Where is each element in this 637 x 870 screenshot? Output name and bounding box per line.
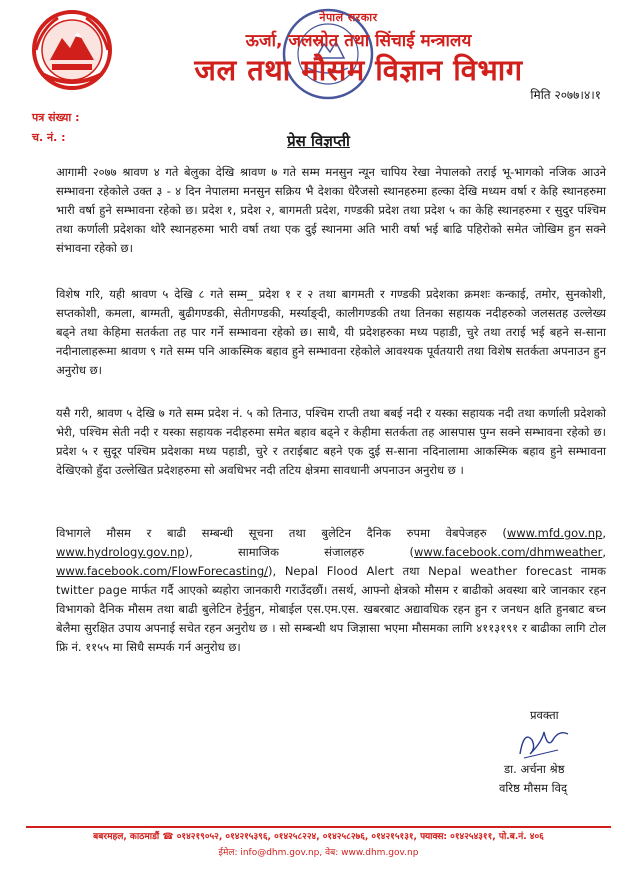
- paragraph-1: आगामी २०७७ श्रावण ४ गते बेलुका देखि श्रावण ७ गते सम्म मनसुन न्यून चापिय रेखा नेपालको तराई भू-भागको नजिक आउने सम्भावना रहेकोले उक्त ३ - ४ दिन नेपालमा मनसुन सक्रिय भै देशका धेरैजसो स्थानहरुमा हल्का देखि मध्यम वर्षा र केहि स्थानहरुमा भारी वर्षा हुने सम्भावना रहेको छ। प्रदेश १, प्रदेश २, बागमती प्रदेश, गण्डकी प्रदेश तथा प्रदेश ५ का केहि स्थानहरुमा र सुदुर पश्चिम तथा कर्णाली प्रदेशका थोरै स्थानहरुमा भारी वर्षा तथा एक दुई स्थानमा अति भारी वर्षा भई बाढि पहिरोको समेत जोखिम हुन सक्ने संभावना रहेको छ।: [56, 165, 606, 255]
- paragraph-2: विशेष गरि, यही श्रावण ५ देखि ८ गते सम्म_ प्रदेश १ र २ तथा बागमती र गण्डकी प्रदेशका क्रमशः कन्काई, तमोर, सुनकोशी, सप्तकोशी, कमला, बाग्मती, बुढीगण्डकी, सेतीगण्डकी, मर्स्याङ्दी, कालीगण्डकी तथा तिनका सहायक नदीहरुको जलसतह उल्लेख्य बढ्ने तथा केहिमा सतर्कता तह पार गर्ने सम्भावना रहेको छ। साथै, यी प्रदेशहरुका मध्य पहाडी, चुरे तथा तराई भई बहने स-साना नदीनालाहरूमा श्रावण ९ गते सम्म पनि आकस्मिक बहाव हुने सम्भावना रहेकोले आवश्यक पूर्वतयारी तथा विशेष सतर्कता अपनाउन हुन अनुरोध छ।: [56, 287, 606, 377]
- paragraph-3: यसै गरी, श्रावण ५ देखि ७ गते सम्म प्रदेश नं. ५ को तिनाउ, पश्चिम राप्ती तथा बबई नदी र यस्का सहायक नदी तथा कर्णाली प्रदेशको भेरी, पश्चिम सेती नदी र यस्का सहायक नदीहरुमा समेत बहाव बढ्ने र केहीमा सतर्कता तह आसपास पुग्न सक्ने सम्भावना रहेको छ। प्रदेश ५ र सुदूर पश्चिम प्रदेशका मध्य पहाडी, चुरे र तराईबाट बहने एक दुई स-साना नदिनालामा आकस्मिक बहाव हुने सम्भावना देखिएको हुँदा उल्लेखित प्रदेशहरुमा सो अवधिभर नदी तटिय क्षेत्रमा सावधानी अपनाउन अनुरोध छ ।: [56, 406, 606, 477]
- paragraph-4-text-a: विभागले मौसम र बाढी सम्बन्धी सूचना तथा बुलेटिन दैनिक रुपमा वेबपेजहरु (: [56, 526, 507, 540]
- link-mfd[interactable]: www.mfd.gov.np: [506, 526, 603, 540]
- signatory-name: डा. अर्चना श्रेष्ठ: [504, 762, 565, 776]
- letter-date: मिति २०७७।४।१: [530, 88, 601, 102]
- link-facebook-flowforecasting[interactable]: www.facebook.com/FlowForecasting/: [56, 564, 269, 578]
- handwritten-signature: [514, 720, 574, 762]
- footer-address: बबरमहल, काठमाडौं ☎ ०१४२१९०५२, ०१४२१५३९६, ०१४२५८२२४, ०१४२५८२७६, ०१४२१५१३१, फ्याक्स: ०१४२५४३११, पो.ब.नं. ४०६: [93, 832, 544, 842]
- department-name: जल तथा मौसम विज्ञान विभाग: [194, 53, 523, 87]
- dispatch-number-label: च. नं. :: [32, 131, 66, 144]
- paragraph-4: [56, 524, 606, 657]
- paragraph-4-text-c: ), सामाजिक संजालहरु (: [184, 545, 414, 559]
- document-title: प्रेस विज्ञप्ती: [287, 132, 350, 150]
- government-name: नेपाल सरकार: [319, 11, 378, 24]
- document-title-row: [0, 131, 637, 151]
- link-facebook-dhmweather[interactable]: www.facebook.com/dhmweather: [413, 545, 603, 559]
- ministry-name: ऊर्जा, जलस्रोत तथा सिंचाई मन्त्रालय: [245, 31, 472, 51]
- footer-divider: [26, 826, 611, 828]
- footer-contact: ईमेल: info@dhm.gov.np, वेब: www.dhm.gov.np: [218, 848, 419, 858]
- link-hydrology[interactable]: www.hydrology.gov.np: [56, 545, 185, 559]
- letter-number-label: पत्र संख्या :: [32, 111, 80, 124]
- paragraph-4-text-d: ,: [602, 545, 606, 559]
- signatory-title: वरिष्ठ मौसम विद्: [499, 781, 568, 795]
- paragraph-4-text-e: ), Nepal Flood Alert तथा Nepal weather forecast नामक twitter page मार्फत गर्दै आएको ब्यहोरा जानकारी गराउँदछौं। तसर्थ, आफ्नो क्षेत्रको मौसम र बाढीको अवस्था बारे जानकार रहन विभागको दैनिक मौसम तथा बाढी बुलेटिन हेर्नुहुन, मोबाईल एस.एम.एस. खबरबाट अद्यावधिक रहन हुन र जनधन क्षति हुनबाट बच्न बेलैमा सुरक्षित उपाय अपनाई सचेत रहन अनुरोध छ । सो सम्बन्धी थप जिज्ञासा भएमा मौसमका लागि ४११३१९१ र बाढीका लागि टोल फ्रि नं. ११५५ मा सिधै सम्पर्क गर्न अनुरोध छ।: [56, 564, 606, 654]
- spokesperson-label: प्रवक्ता: [530, 708, 559, 722]
- paragraph-4-text-b: ,: [602, 526, 606, 540]
